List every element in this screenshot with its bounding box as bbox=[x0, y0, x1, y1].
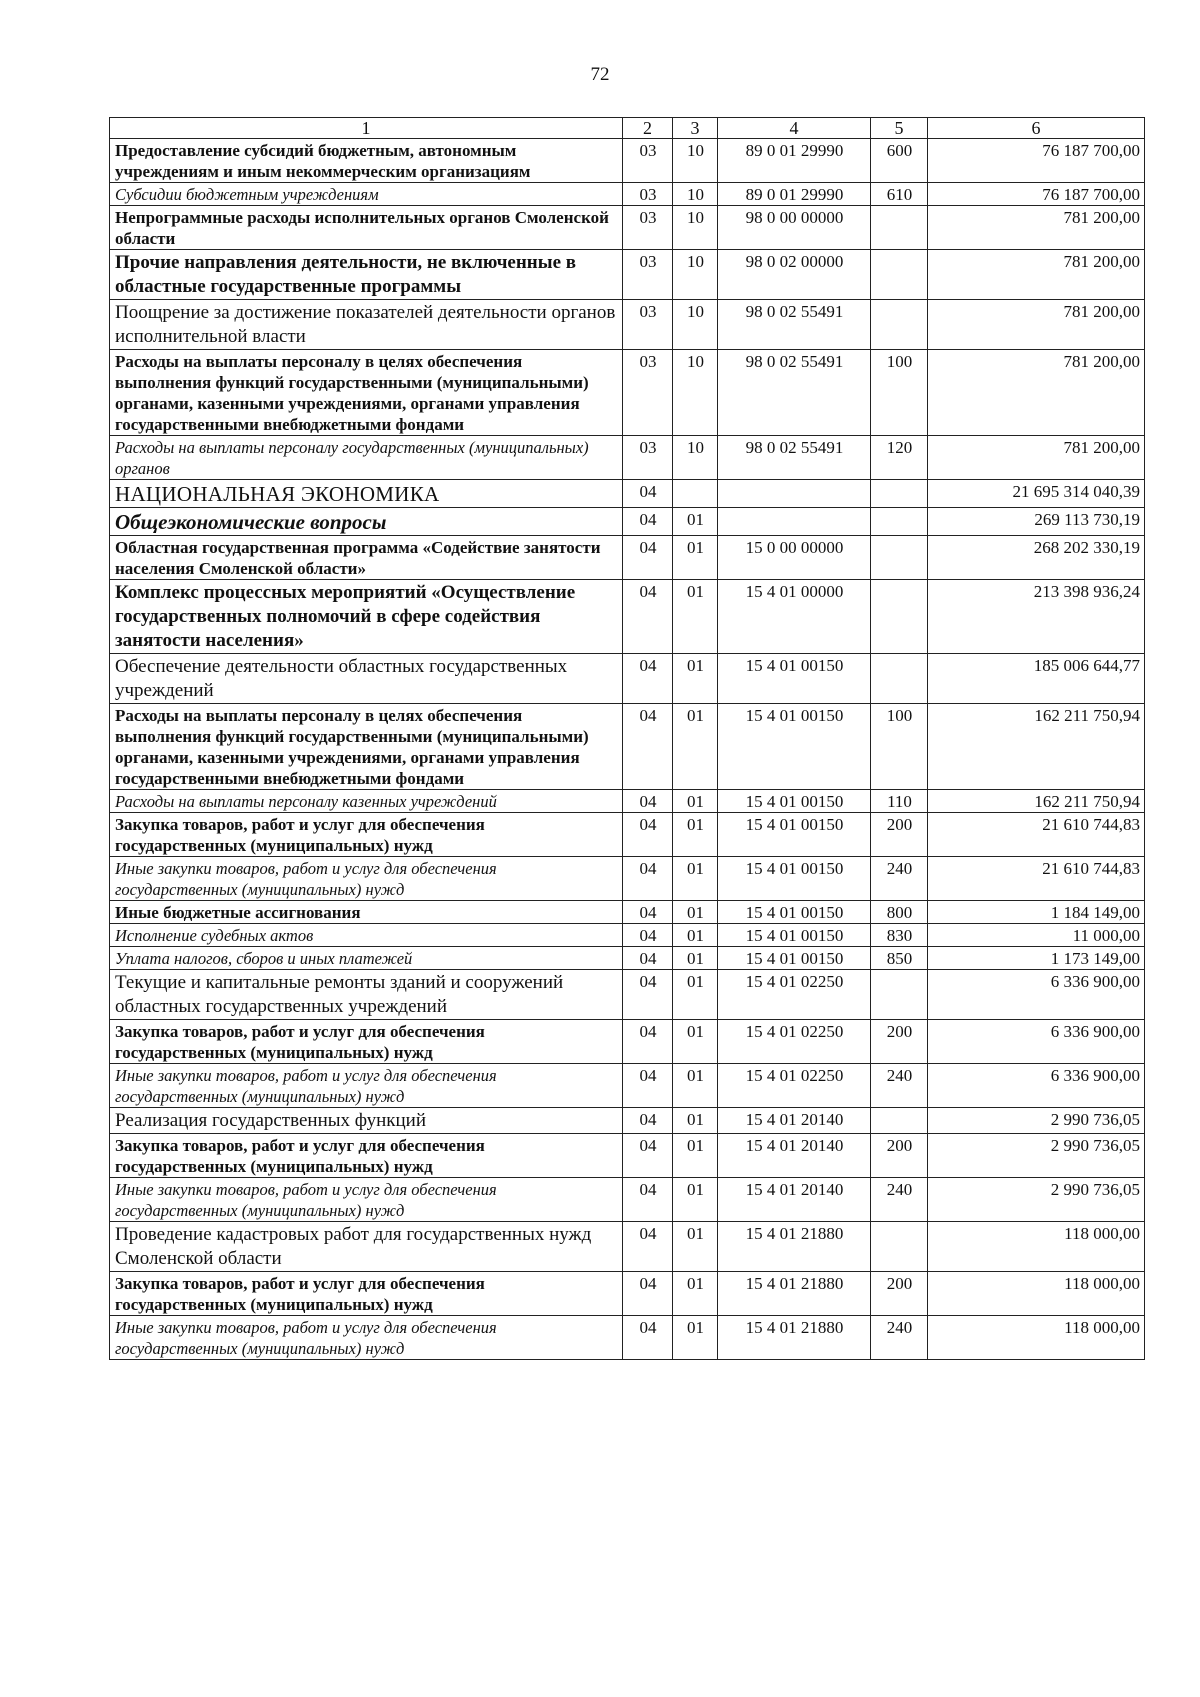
table-row bbox=[110, 436, 1145, 480]
expense-type-code bbox=[871, 654, 928, 704]
item-name: Субсидии бюджетным учреждениям bbox=[110, 183, 623, 206]
section-code: 03 bbox=[623, 206, 673, 250]
subsection-code: 01 bbox=[673, 924, 718, 947]
subsection-code: 01 bbox=[673, 1272, 718, 1316]
header-cell: 5 bbox=[871, 118, 928, 139]
subsection-code: 10 bbox=[673, 139, 718, 183]
amount: 6 336 900,00 bbox=[928, 1064, 1145, 1108]
subsection-code: 01 bbox=[673, 1108, 718, 1134]
subsection-code: 10 bbox=[673, 436, 718, 480]
item-name: Обеспечение деятельности областных государственных учреждений bbox=[110, 654, 623, 704]
item-name: Прочие направления деятельности, не включенные в областные государственные программы bbox=[110, 250, 623, 300]
section-code: 03 bbox=[623, 250, 673, 300]
table-row bbox=[110, 813, 1145, 857]
amount: 781 200,00 bbox=[928, 206, 1145, 250]
expense-type-code: 600 bbox=[871, 139, 928, 183]
table-row bbox=[110, 536, 1145, 580]
expense-type-code: 240 bbox=[871, 857, 928, 901]
section-code: 04 bbox=[623, 1272, 673, 1316]
item-name: Текущие и капитальные ремонты зданий и сооружений областных государственных учреждений bbox=[110, 970, 623, 1020]
subsection-code: 10 bbox=[673, 183, 718, 206]
section-code: 03 bbox=[623, 139, 673, 183]
table-row bbox=[110, 1316, 1145, 1360]
item-name: Расходы на выплаты персоналу казенных учреждений bbox=[110, 790, 623, 813]
section-code: 04 bbox=[623, 1064, 673, 1108]
subsection-code: 01 bbox=[673, 790, 718, 813]
subsection-code: 01 bbox=[673, 654, 718, 704]
section-code: 04 bbox=[623, 924, 673, 947]
target-article-code: 15 4 01 02250 bbox=[718, 970, 871, 1020]
target-article-code: 15 0 00 00000 bbox=[718, 536, 871, 580]
amount: 6 336 900,00 bbox=[928, 1020, 1145, 1064]
expense-type-code: 200 bbox=[871, 813, 928, 857]
table-row bbox=[110, 350, 1145, 436]
expense-type-code bbox=[871, 536, 928, 580]
expense-type-code bbox=[871, 1108, 928, 1134]
header-cell: 1 bbox=[110, 118, 623, 139]
item-name: Иные закупки товаров, работ и услуг для обеспечения государственных (муниципальных) нужд bbox=[110, 1064, 623, 1108]
subsection-code: 01 bbox=[673, 1134, 718, 1178]
expense-type-code bbox=[871, 480, 928, 508]
header-cell: 2 bbox=[623, 118, 673, 139]
item-name: Расходы на выплаты персоналу в целях обеспечения выполнения функций государственными (муниципальными) органами, казенными учреждениями, органами управления государственными внебюджетными фондами bbox=[110, 350, 623, 436]
amount: 76 187 700,00 bbox=[928, 183, 1145, 206]
subsection-code: 01 bbox=[673, 508, 718, 536]
table-row bbox=[110, 790, 1145, 813]
expense-type-code bbox=[871, 508, 928, 536]
target-article-code: 98 0 02 00000 bbox=[718, 250, 871, 300]
section-code: 04 bbox=[623, 813, 673, 857]
table-row bbox=[110, 508, 1145, 536]
section-code: 04 bbox=[623, 508, 673, 536]
amount: 162 211 750,94 bbox=[928, 790, 1145, 813]
item-name: Расходы на выплаты персоналу в целях обеспечения выполнения функций государственными (муниципальными) органами, казенными учреждениями, органами управления государственными внебюджетными фондами bbox=[110, 704, 623, 790]
expense-type-code: 100 bbox=[871, 350, 928, 436]
table-row bbox=[110, 183, 1145, 206]
item-name: Иные бюджетные ассигнования bbox=[110, 901, 623, 924]
section-code: 04 bbox=[623, 947, 673, 970]
subsection-code: 01 bbox=[673, 1020, 718, 1064]
table-row bbox=[110, 1020, 1145, 1064]
subsection-code: 01 bbox=[673, 536, 718, 580]
target-article-code: 98 0 02 55491 bbox=[718, 300, 871, 350]
section-code: 04 bbox=[623, 1316, 673, 1360]
amount: 781 200,00 bbox=[928, 300, 1145, 350]
expense-type-code: 830 bbox=[871, 924, 928, 947]
amount: 11 000,00 bbox=[928, 924, 1145, 947]
target-article-code: 98 0 00 00000 bbox=[718, 206, 871, 250]
item-name: Поощрение за достижение показателей деятельности органов исполнительной власти bbox=[110, 300, 623, 350]
target-article-code: 15 4 01 00150 bbox=[718, 924, 871, 947]
amount: 162 211 750,94 bbox=[928, 704, 1145, 790]
amount: 2 990 736,05 bbox=[928, 1108, 1145, 1134]
target-article-code: 15 4 01 20140 bbox=[718, 1134, 871, 1178]
subsection-code bbox=[673, 480, 718, 508]
amount: 781 200,00 bbox=[928, 250, 1145, 300]
expense-type-code: 200 bbox=[871, 1020, 928, 1064]
table-row bbox=[110, 704, 1145, 790]
expense-type-code bbox=[871, 300, 928, 350]
subsection-code: 01 bbox=[673, 1316, 718, 1360]
table-row bbox=[110, 206, 1145, 250]
target-article-code: 15 4 01 20140 bbox=[718, 1178, 871, 1222]
table-row bbox=[110, 947, 1145, 970]
table-row bbox=[110, 139, 1145, 183]
table-row bbox=[110, 1178, 1145, 1222]
target-article-code: 89 0 01 29990 bbox=[718, 183, 871, 206]
target-article-code bbox=[718, 480, 871, 508]
amount: 781 200,00 bbox=[928, 436, 1145, 480]
amount: 21 695 314 040,39 bbox=[928, 480, 1145, 508]
expense-type-code: 610 bbox=[871, 183, 928, 206]
expense-type-code: 240 bbox=[871, 1316, 928, 1360]
target-article-code: 15 4 01 00150 bbox=[718, 947, 871, 970]
subsection-code: 10 bbox=[673, 250, 718, 300]
expense-type-code: 120 bbox=[871, 436, 928, 480]
item-name: Областная государственная программа «Содействие занятости населения Смоленской области» bbox=[110, 536, 623, 580]
budget-table bbox=[109, 117, 1145, 1360]
amount: 2 990 736,05 bbox=[928, 1178, 1145, 1222]
item-name: Комплекс процессных мероприятий «Осуществление государственных полномочий в сфере содействия занятости населения» bbox=[110, 580, 623, 654]
target-article-code: 15 4 01 21880 bbox=[718, 1222, 871, 1272]
subsection-code: 01 bbox=[673, 813, 718, 857]
section-code: 04 bbox=[623, 857, 673, 901]
item-name: Иные закупки товаров, работ и услуг для обеспечения государственных (муниципальных) нужд bbox=[110, 1316, 623, 1360]
table-row bbox=[110, 1064, 1145, 1108]
page-number: 72 bbox=[590, 64, 610, 85]
section-code: 04 bbox=[623, 1108, 673, 1134]
amount: 268 202 330,19 bbox=[928, 536, 1145, 580]
amount: 2 990 736,05 bbox=[928, 1134, 1145, 1178]
subsection-code: 01 bbox=[673, 857, 718, 901]
table-row bbox=[110, 901, 1145, 924]
target-article-code: 98 0 02 55491 bbox=[718, 350, 871, 436]
amount: 781 200,00 bbox=[928, 350, 1145, 436]
amount: 118 000,00 bbox=[928, 1272, 1145, 1316]
section-code: 03 bbox=[623, 350, 673, 436]
section-code: 03 bbox=[623, 300, 673, 350]
target-article-code: 15 4 01 02250 bbox=[718, 1020, 871, 1064]
expense-type-code bbox=[871, 206, 928, 250]
section-code: 03 bbox=[623, 436, 673, 480]
amount: 21 610 744,83 bbox=[928, 813, 1145, 857]
section-code: 04 bbox=[623, 580, 673, 654]
target-article-code: 89 0 01 29990 bbox=[718, 139, 871, 183]
item-name: Закупка товаров, работ и услуг для обеспечения государственных (муниципальных) нужд bbox=[110, 1020, 623, 1064]
table-row bbox=[110, 1272, 1145, 1316]
item-name: Проведение кадастровых работ для государственных нужд Смоленской области bbox=[110, 1222, 623, 1272]
amount: 1 173 149,00 bbox=[928, 947, 1145, 970]
subsection-code: 01 bbox=[673, 901, 718, 924]
section-code: 04 bbox=[623, 790, 673, 813]
amount: 185 006 644,77 bbox=[928, 654, 1145, 704]
amount: 118 000,00 bbox=[928, 1222, 1145, 1272]
subsection-code: 01 bbox=[673, 1222, 718, 1272]
table-row bbox=[110, 1222, 1145, 1272]
item-name: Предоставление субсидий бюджетным, автономным учреждениям и иным некоммерческим организациям bbox=[110, 139, 623, 183]
target-article-code: 15 4 01 00150 bbox=[718, 901, 871, 924]
table-row bbox=[110, 970, 1145, 1020]
expense-type-code bbox=[871, 970, 928, 1020]
amount: 6 336 900,00 bbox=[928, 970, 1145, 1020]
amount: 269 113 730,19 bbox=[928, 508, 1145, 536]
target-article-code: 15 4 01 00150 bbox=[718, 704, 871, 790]
table-row bbox=[110, 1108, 1145, 1134]
table-row bbox=[110, 250, 1145, 300]
item-name: Закупка товаров, работ и услуг для обеспечения государственных (муниципальных) нужд bbox=[110, 813, 623, 857]
subsection-code: 01 bbox=[673, 1064, 718, 1108]
section-code: 04 bbox=[623, 1178, 673, 1222]
header-cell: 4 bbox=[718, 118, 871, 139]
section-code: 04 bbox=[623, 970, 673, 1020]
header-cell: 3 bbox=[673, 118, 718, 139]
target-article-code: 15 4 01 00150 bbox=[718, 857, 871, 901]
target-article-code: 15 4 01 20140 bbox=[718, 1108, 871, 1134]
expense-type-code bbox=[871, 580, 928, 654]
expense-type-code: 800 bbox=[871, 901, 928, 924]
item-name: Закупка товаров, работ и услуг для обеспечения государственных (муниципальных) нужд bbox=[110, 1272, 623, 1316]
target-article-code bbox=[718, 508, 871, 536]
expense-type-code bbox=[871, 250, 928, 300]
table-row bbox=[110, 580, 1145, 654]
table-row bbox=[110, 480, 1145, 508]
expense-type-code: 110 bbox=[871, 790, 928, 813]
target-article-code: 15 4 01 00150 bbox=[718, 790, 871, 813]
subsection-code: 01 bbox=[673, 704, 718, 790]
header-cell: 6 bbox=[928, 118, 1145, 139]
subsection-code: 01 bbox=[673, 947, 718, 970]
target-article-code: 15 4 01 00000 bbox=[718, 580, 871, 654]
table-row bbox=[110, 857, 1145, 901]
subsection-code: 10 bbox=[673, 206, 718, 250]
item-name: Иные закупки товаров, работ и услуг для обеспечения государственных (муниципальных) нужд bbox=[110, 1178, 623, 1222]
target-article-code: 15 4 01 02250 bbox=[718, 1064, 871, 1108]
section-code: 04 bbox=[623, 654, 673, 704]
amount: 1 184 149,00 bbox=[928, 901, 1145, 924]
expense-type-code: 240 bbox=[871, 1064, 928, 1108]
item-name: Непрограммные расходы исполнительных органов Смоленской области bbox=[110, 206, 623, 250]
item-name: Реализация государственных функций bbox=[110, 1108, 623, 1134]
table-row bbox=[110, 300, 1145, 350]
subsection-code: 10 bbox=[673, 300, 718, 350]
section-code: 04 bbox=[623, 1020, 673, 1064]
item-name: Уплата налогов, сборов и иных платежей bbox=[110, 947, 623, 970]
expense-type-code: 240 bbox=[871, 1178, 928, 1222]
target-article-code: 15 4 01 00150 bbox=[718, 654, 871, 704]
expense-type-code: 200 bbox=[871, 1272, 928, 1316]
section-code: 04 bbox=[623, 536, 673, 580]
amount: 213 398 936,24 bbox=[928, 580, 1145, 654]
item-name: НАЦИОНАЛЬНАЯ ЭКОНОМИКА bbox=[110, 480, 623, 508]
item-name: Общеэкономические вопросы bbox=[110, 508, 623, 536]
section-code: 04 bbox=[623, 480, 673, 508]
item-name: Расходы на выплаты персоналу государственных (муниципальных) органов bbox=[110, 436, 623, 480]
section-code: 04 bbox=[623, 1222, 673, 1272]
section-code: 03 bbox=[623, 183, 673, 206]
expense-type-code bbox=[871, 1222, 928, 1272]
table-row bbox=[110, 1134, 1145, 1178]
subsection-code: 01 bbox=[673, 580, 718, 654]
item-name: Исполнение судебных актов bbox=[110, 924, 623, 947]
item-name: Иные закупки товаров, работ и услуг для обеспечения государственных (муниципальных) нужд bbox=[110, 857, 623, 901]
subsection-code: 01 bbox=[673, 1178, 718, 1222]
table-row bbox=[110, 924, 1145, 947]
subsection-code: 10 bbox=[673, 350, 718, 436]
item-name: Закупка товаров, работ и услуг для обеспечения государственных (муниципальных) нужд bbox=[110, 1134, 623, 1178]
expense-type-code: 850 bbox=[871, 947, 928, 970]
target-article-code: 15 4 01 21880 bbox=[718, 1316, 871, 1360]
table-header-row bbox=[110, 118, 1145, 139]
section-code: 04 bbox=[623, 901, 673, 924]
target-article-code: 15 4 01 00150 bbox=[718, 813, 871, 857]
expense-type-code: 200 bbox=[871, 1134, 928, 1178]
section-code: 04 bbox=[623, 704, 673, 790]
target-article-code: 98 0 02 55491 bbox=[718, 436, 871, 480]
target-article-code: 15 4 01 21880 bbox=[718, 1272, 871, 1316]
subsection-code: 01 bbox=[673, 970, 718, 1020]
amount: 76 187 700,00 bbox=[928, 139, 1145, 183]
table-row bbox=[110, 654, 1145, 704]
expense-type-code: 100 bbox=[871, 704, 928, 790]
section-code: 04 bbox=[623, 1134, 673, 1178]
amount: 118 000,00 bbox=[928, 1316, 1145, 1360]
amount: 21 610 744,83 bbox=[928, 857, 1145, 901]
